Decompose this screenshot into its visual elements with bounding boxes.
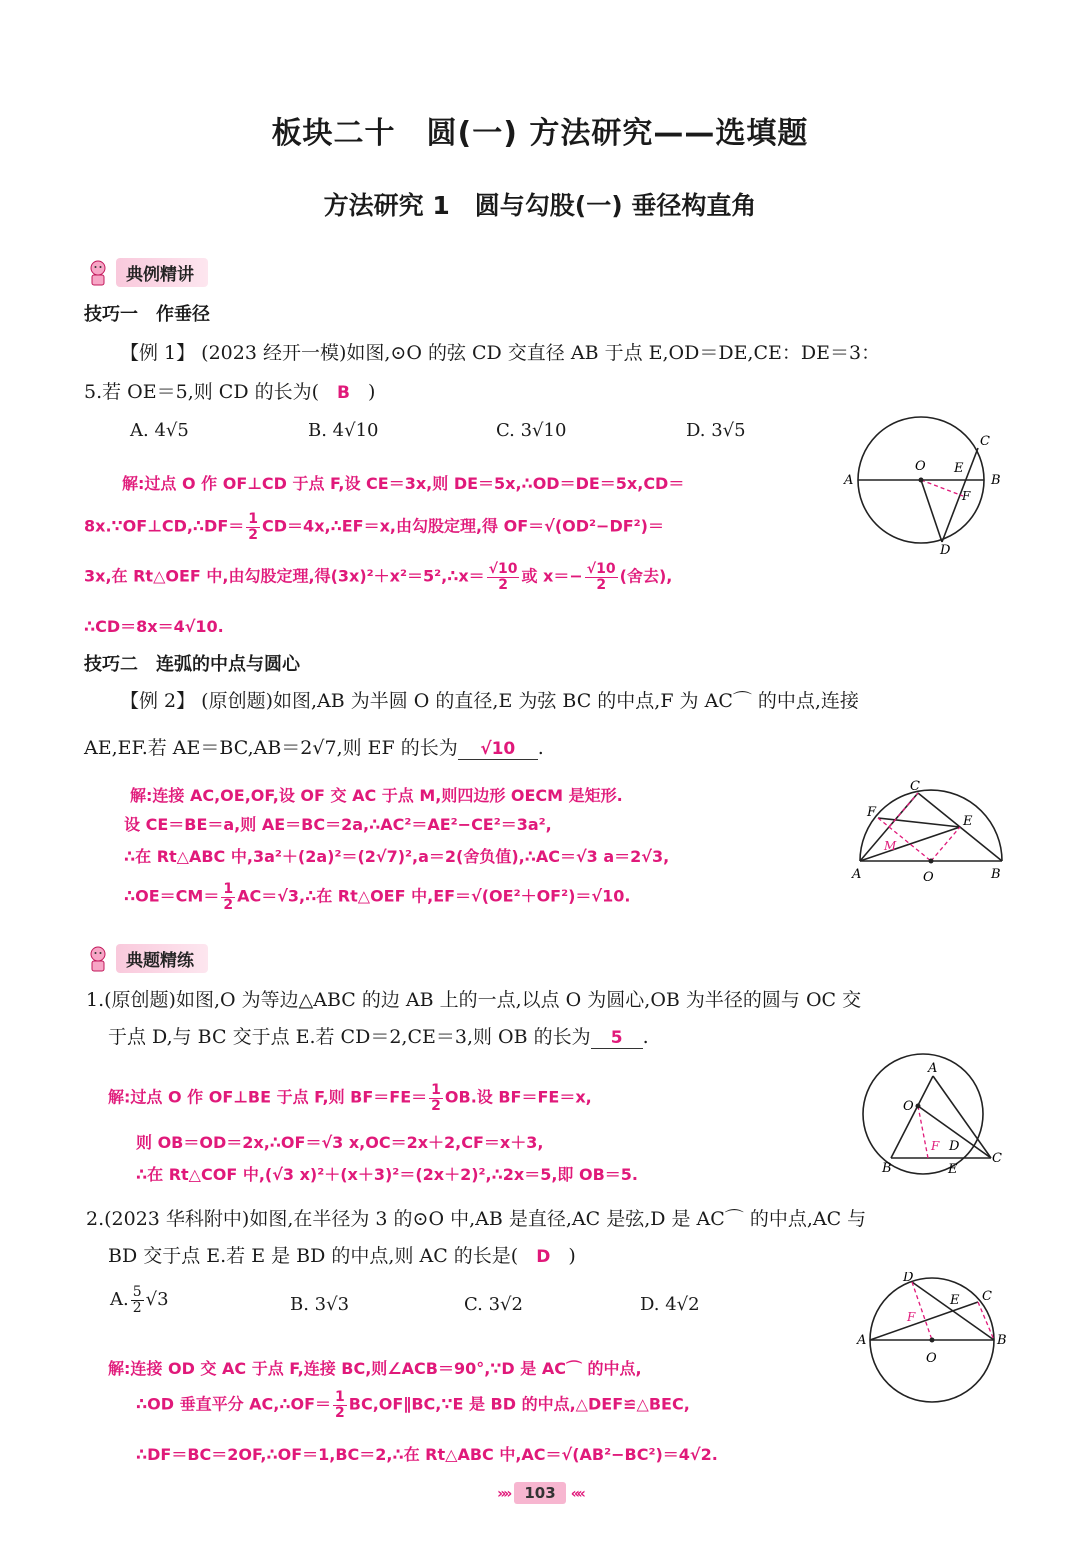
label-f: F bbox=[931, 1139, 940, 1153]
skill-1-title: 技巧一 作垂径 bbox=[84, 304, 210, 325]
example-1-option-c: C. 3√10 bbox=[496, 420, 567, 441]
question-2-solution-line3: ∴DF＝BC＝2OF,∴OF＝1,BC＝2,∴在 Rt△ABC 中,AC＝√(AB²−BC²)＝4√2. bbox=[136, 1445, 718, 1464]
question-2-option-a: A. $\frac{5}{2}$ √3 bbox=[110, 1284, 169, 1316]
page-title: 板块二十 圆(一) 方法研究——选填题 bbox=[271, 116, 809, 151]
label-c: C bbox=[992, 1151, 1002, 1166]
question-2-answer: D bbox=[536, 1247, 551, 1267]
example-1-solution-line3: 3x,在 Rt△OEF 中,由勾股定理,得(3x)²＋x²＝5²,∴x＝ $\frac{√10}{2}$ 或 x＝− $\frac{√10}{2}$ (舍去), bbox=[84, 561, 673, 593]
label-o: O bbox=[923, 870, 934, 885]
mascot-icon bbox=[86, 259, 110, 287]
label-b: B bbox=[991, 473, 1001, 488]
label-b: B bbox=[997, 1333, 1007, 1348]
label-a: A bbox=[844, 473, 854, 488]
label-e: E bbox=[950, 1293, 960, 1308]
question-1-solution-line3: ∴在 Rt△COF 中,(√3 x)²＋(x＋3)²＝(2x＋2)²,∴2x＝5,即 OB＝5. bbox=[136, 1165, 638, 1184]
badge-label: 典题精练 bbox=[116, 944, 208, 973]
question-1-answer: 5 bbox=[591, 1028, 643, 1049]
question-2-solution-line1: 解:连接 OD 交 AC 于点 F,连接 BC,则∠ACB＝90°,∵D 是 AC⌒ 的中点, bbox=[108, 1359, 642, 1378]
example-2-figure bbox=[848, 778, 1018, 888]
question-2-option-b: B. 3√3 bbox=[290, 1294, 350, 1315]
label-a: A bbox=[857, 1333, 867, 1348]
example-2-line1: 【例 2】 (原创题)如图,AB 为半圆 O 的直径,E 为弦 BC 的中点,F 为 AC⌒ 的中点,连接 bbox=[120, 690, 859, 712]
example-1-answer: B bbox=[337, 383, 350, 403]
example-2-solution-line3: ∴在 Rt△ABC 中,3a²＋(2a)²＝(2√7)²,a＝2(舍负值),∴AC＝√3 a＝2√3, bbox=[124, 847, 670, 866]
example-2-solution-line4: ∴OE＝CM＝ $\frac{1}{2}$ AC＝√3,∴在 Rt△OEF 中,EF＝√(OE²＋OF²)＝√10. bbox=[124, 881, 631, 913]
question-1-solution-line1: 解:过点 O 作 OF⊥BE 于点 F,则 BF＝FE＝ $\frac{1}{2}$ OB.设 BF＝FE＝x, bbox=[108, 1082, 592, 1114]
section-badge-examples bbox=[86, 258, 208, 287]
label-o: O bbox=[926, 1351, 937, 1366]
example-1-solution-line4: ∴CD＝8x＝4√10. bbox=[84, 617, 224, 636]
example-2-solution-line2: 设 CE＝BE＝a,则 AE＝BC＝2a,∴AC²＝AE²−CE²＝3a², bbox=[124, 815, 552, 834]
question-2-figure bbox=[852, 1272, 1022, 1412]
section-badge-practice bbox=[86, 944, 208, 973]
label-b: B bbox=[991, 867, 1001, 882]
example-1-option-a: A. 4√5 bbox=[130, 420, 189, 441]
page-number-footer bbox=[0, 1482, 1080, 1504]
arrows-right-icon: «« bbox=[570, 1486, 583, 1502]
example-1-line2: 5.若 OE＝5,则 CD 的长为( B ) bbox=[84, 381, 376, 403]
question-1-line2: 于点 D,与 BC 交于点 E.若 CD＝2,CE＝3,则 OB 的长为 5 . bbox=[108, 1026, 649, 1048]
question-1-solution-line2: 则 OB＝OD＝2x,∴OF＝√3 x,OC＝2x＋2,CF＝x＋3, bbox=[136, 1133, 544, 1152]
label-f: F bbox=[962, 489, 971, 503]
label-e: E bbox=[948, 1162, 958, 1177]
label-d: D bbox=[949, 1139, 960, 1154]
label-m: M bbox=[884, 839, 897, 853]
example-1-figure bbox=[838, 408, 1008, 558]
label-e: E bbox=[954, 461, 964, 476]
label-b: B bbox=[882, 1161, 892, 1176]
badge-label: 典例精讲 bbox=[116, 258, 208, 287]
label-d: D bbox=[940, 543, 951, 558]
label-f: F bbox=[907, 1310, 916, 1324]
label-o: O bbox=[903, 1099, 914, 1114]
example-2-line2: AE,EF.若 AE＝BC,AB＝2√7,则 EF 的长为 √10 . bbox=[84, 737, 544, 759]
page-number: 103 bbox=[514, 1482, 565, 1504]
question-1-line1: 1.(原创题)如图,O 为等边△ABC 的边 AB 上的一点,以点 O 为圆心,OB 为半径的圆与 OC 交 bbox=[86, 989, 862, 1011]
example-1-solution-line2: 8x.∵OF⊥CD,∴DF＝ $\frac{1}{2}$ CD＝4x,∴EF＝x,由勾股定理,得 OF＝√(OD²−DF²)＝ bbox=[84, 511, 664, 543]
skill-2-title: 技巧二 连弧的中点与圆心 bbox=[84, 654, 300, 675]
question-2-line1: 2.(2023 华科附中)如图,在半径为 3 的⊙O 中,AB 是直径,AC 是弦,D 是 AC⌒ 的中点,AC 与 bbox=[86, 1208, 867, 1230]
label-c: C bbox=[980, 434, 990, 449]
arrows-left-icon: »» bbox=[497, 1486, 510, 1502]
question-2-solution-line2: ∴OD 垂直平分 AC,∴OF＝ $\frac{1}{2}$ BC,OF∥BC,∵E 是 BD 的中点,△DEF≌△BEC, bbox=[136, 1389, 690, 1421]
label-a: A bbox=[852, 867, 862, 882]
label-c: C bbox=[982, 1289, 992, 1304]
example-1-solution-line1: 解:过点 O 作 OF⊥CD 于点 F,设 CE＝3x,则 DE＝5x,∴OD＝DE＝5x,CD＝ bbox=[122, 474, 685, 493]
example-2-answer: √10 bbox=[458, 739, 538, 760]
label-f: F bbox=[867, 805, 877, 820]
label-e: E bbox=[963, 814, 973, 829]
section-subtitle: 方法研究 1 圆与勾股(一) 垂径构直角 bbox=[323, 191, 757, 220]
mascot-icon bbox=[86, 945, 110, 973]
question-2-option-c: C. 3√2 bbox=[464, 1294, 523, 1315]
example-1-option-b: B. 4√10 bbox=[308, 420, 379, 441]
label-o: O bbox=[915, 459, 926, 474]
question-1-figure bbox=[856, 1046, 1016, 1181]
label-d: D bbox=[903, 1272, 914, 1285]
example-1-line1: 【例 1】 (2023 经开一模)如图,⊙O 的弦 CD 交直径 AB 于点 E,OD＝DE,CE：DE＝3： bbox=[120, 342, 881, 364]
label-a: A bbox=[928, 1061, 938, 1076]
question-2-line2: BD 交于点 E.若 E 是 BD 的中点,则 AC 的长是( D ) bbox=[108, 1245, 576, 1267]
example-2-solution-line1: 解:连接 AC,OE,OF,设 OF 交 AC 于点 M,则四边形 OECM 是矩形. bbox=[130, 786, 623, 805]
label-c: C bbox=[910, 779, 920, 794]
example-1-option-d: D. 3√5 bbox=[686, 420, 746, 441]
question-2-option-d: D. 4√2 bbox=[640, 1294, 700, 1315]
